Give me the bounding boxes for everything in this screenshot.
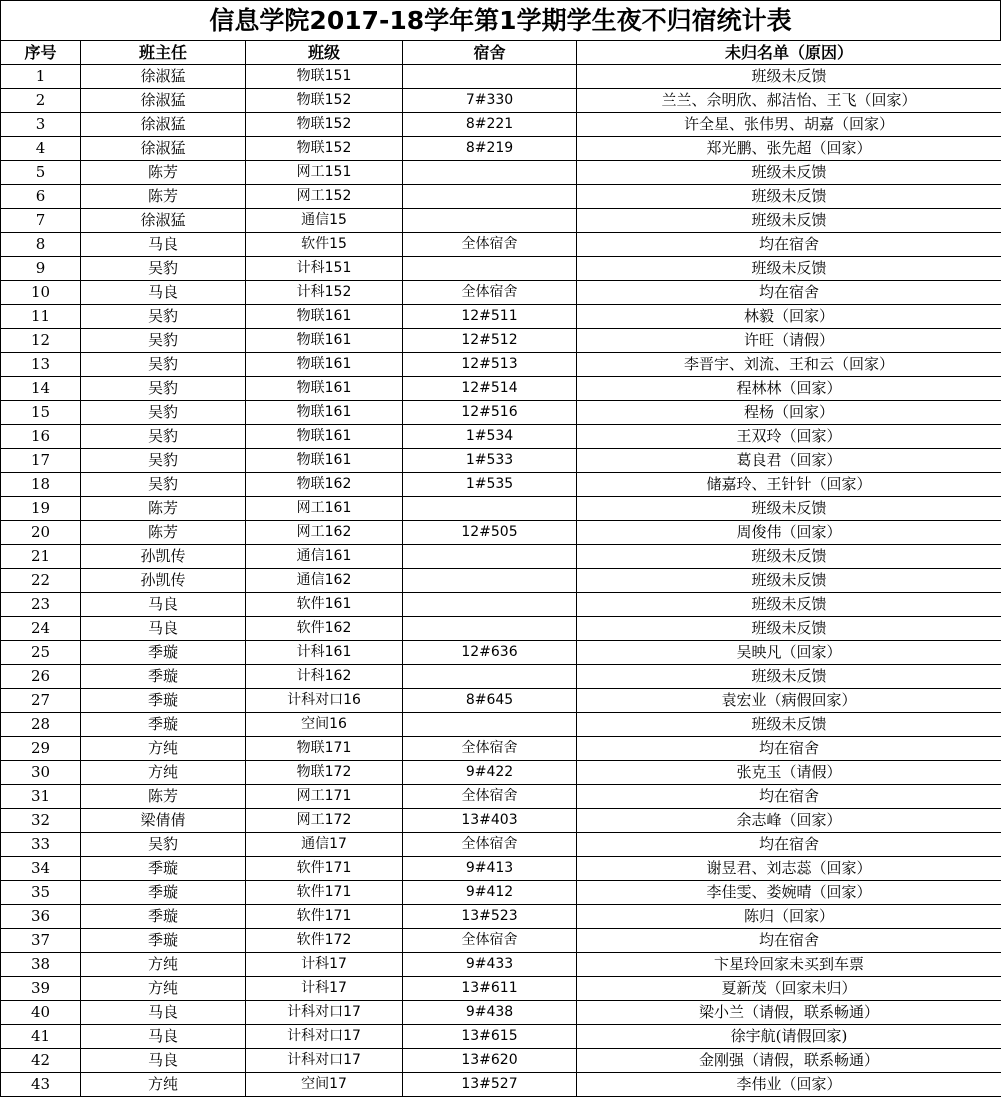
dorm-cell: 全体宿舍 [403, 929, 577, 953]
class-cell: 物联172 [246, 761, 403, 785]
dorm-cell [403, 185, 577, 209]
dorm-cell: 1#535 [403, 473, 577, 497]
teacher-cell: 季璇 [81, 689, 246, 713]
row-index: 41 [1, 1025, 81, 1049]
row-index: 7 [1, 209, 81, 233]
table-row [1, 1073, 1001, 1097]
row-index: 12 [1, 329, 81, 353]
teacher-cell: 吴豹 [81, 377, 246, 401]
teacher-cell: 马良 [81, 1025, 246, 1049]
absent-list-cell: 许旺（请假） [577, 329, 1001, 353]
dorm-cell [403, 545, 577, 569]
absent-list-cell: 谢昱君、刘志蕊（回家） [577, 857, 1001, 881]
table-row [1, 977, 1001, 1001]
dorm-cell [403, 617, 577, 641]
sheet-title: 信息学院2017-18学年第1学期学生夜不归宿统计表 [0, 0, 1001, 40]
class-cell: 计科152 [246, 281, 403, 305]
table-row [1, 809, 1001, 833]
table-row [1, 377, 1001, 401]
table-body [1, 65, 1001, 1097]
table-row [1, 857, 1001, 881]
dorm-cell: 9#433 [403, 953, 577, 977]
table-row [1, 353, 1001, 377]
row-index: 21 [1, 545, 81, 569]
table-row [1, 689, 1001, 713]
table-row [1, 761, 1001, 785]
dorm-cell: 12#636 [403, 641, 577, 665]
absent-list-cell: 余志峰（回家） [577, 809, 1001, 833]
class-cell: 通信162 [246, 569, 403, 593]
class-cell: 物联161 [246, 353, 403, 377]
dorm-cell: 12#512 [403, 329, 577, 353]
class-cell: 网工161 [246, 497, 403, 521]
table-row [1, 905, 1001, 929]
table-row [1, 473, 1001, 497]
class-cell: 软件162 [246, 617, 403, 641]
teacher-cell: 季璇 [81, 665, 246, 689]
absent-list-cell: 班级未反馈 [577, 713, 1001, 737]
row-index: 28 [1, 713, 81, 737]
table-row [1, 665, 1001, 689]
teacher-cell: 徐淑猛 [81, 65, 246, 89]
row-index: 25 [1, 641, 81, 665]
table-row [1, 1049, 1001, 1073]
teacher-cell: 方纯 [81, 977, 246, 1001]
row-index: 35 [1, 881, 81, 905]
absent-list-cell: 均在宿舍 [577, 833, 1001, 857]
table-row [1, 89, 1001, 113]
dorm-cell: 9#413 [403, 857, 577, 881]
teacher-cell: 季璇 [81, 713, 246, 737]
absent-list-cell: 班级未反馈 [577, 593, 1001, 617]
dorm-cell: 13#611 [403, 977, 577, 1001]
absent-list-cell: 班级未反馈 [577, 65, 1001, 89]
dorm-cell [403, 593, 577, 617]
table-row [1, 569, 1001, 593]
class-cell: 计科对口17 [246, 1025, 403, 1049]
table-row [1, 329, 1001, 353]
teacher-cell: 方纯 [81, 953, 246, 977]
absent-list-cell: 林毅（回家） [577, 305, 1001, 329]
dorm-cell [403, 65, 577, 89]
absent-list-cell: 均在宿舍 [577, 929, 1001, 953]
class-cell: 软件171 [246, 881, 403, 905]
row-index: 13 [1, 353, 81, 377]
row-index: 11 [1, 305, 81, 329]
class-cell: 网工171 [246, 785, 403, 809]
row-index: 15 [1, 401, 81, 425]
row-index: 9 [1, 257, 81, 281]
class-cell: 计科17 [246, 977, 403, 1001]
teacher-cell: 马良 [81, 1001, 246, 1025]
teacher-cell: 吴豹 [81, 833, 246, 857]
teacher-cell: 徐淑猛 [81, 89, 246, 113]
class-cell: 软件15 [246, 233, 403, 257]
absent-list-cell: 王双玲（回家） [577, 425, 1001, 449]
absent-list-cell: 班级未反馈 [577, 185, 1001, 209]
dorm-cell: 12#505 [403, 521, 577, 545]
teacher-cell: 方纯 [81, 1073, 246, 1097]
table-row [1, 497, 1001, 521]
dorm-cell: 全体宿舍 [403, 785, 577, 809]
table-row [1, 233, 1001, 257]
table-row [1, 521, 1001, 545]
row-index: 23 [1, 593, 81, 617]
row-index: 6 [1, 185, 81, 209]
class-cell: 物联161 [246, 377, 403, 401]
absent-list-cell: 徐宇航(请假回家) [577, 1025, 1001, 1049]
row-index: 30 [1, 761, 81, 785]
teacher-cell: 孙凯传 [81, 545, 246, 569]
teacher-cell: 吴豹 [81, 257, 246, 281]
row-index: 34 [1, 857, 81, 881]
absent-list-cell: 周俊伟（回家） [577, 521, 1001, 545]
table-row [1, 113, 1001, 137]
class-cell: 计科对口17 [246, 1001, 403, 1025]
dorm-cell: 1#533 [403, 449, 577, 473]
row-index: 20 [1, 521, 81, 545]
table-row [1, 209, 1001, 233]
teacher-cell: 马良 [81, 233, 246, 257]
absent-list-cell: 郑光鹏、张先超（回家） [577, 137, 1001, 161]
header-absent-list: 未归名单（原因） [577, 41, 1001, 65]
absent-list-cell: 李佳雯、娄婉晴（回家） [577, 881, 1001, 905]
row-index: 4 [1, 137, 81, 161]
dorm-cell: 全体宿舍 [403, 281, 577, 305]
teacher-cell: 吴豹 [81, 329, 246, 353]
absent-list-cell: 班级未反馈 [577, 617, 1001, 641]
table-row [1, 617, 1001, 641]
teacher-cell: 陈芳 [81, 785, 246, 809]
dorm-cell: 7#330 [403, 89, 577, 113]
class-cell: 软件161 [246, 593, 403, 617]
row-index: 5 [1, 161, 81, 185]
table-row [1, 641, 1001, 665]
teacher-cell: 徐淑猛 [81, 209, 246, 233]
teacher-cell: 徐淑猛 [81, 137, 246, 161]
dorm-cell [403, 257, 577, 281]
table-row [1, 1001, 1001, 1025]
teacher-cell: 陈芳 [81, 497, 246, 521]
teacher-cell: 方纯 [81, 737, 246, 761]
row-index: 29 [1, 737, 81, 761]
row-index: 16 [1, 425, 81, 449]
dorm-cell: 12#511 [403, 305, 577, 329]
class-cell: 物联151 [246, 65, 403, 89]
absent-list-cell: 储嘉玲、王针针（回家） [577, 473, 1001, 497]
dorm-cell: 全体宿舍 [403, 233, 577, 257]
row-index: 27 [1, 689, 81, 713]
absent-list-cell: 均在宿舍 [577, 233, 1001, 257]
table-row [1, 257, 1001, 281]
class-cell: 软件172 [246, 929, 403, 953]
teacher-cell: 梁倩倩 [81, 809, 246, 833]
class-cell: 物联152 [246, 89, 403, 113]
dorm-cell: 12#514 [403, 377, 577, 401]
absent-list-cell: 梁小兰（请假，联系畅通） [577, 1001, 1001, 1025]
teacher-cell: 季璇 [81, 857, 246, 881]
row-index: 38 [1, 953, 81, 977]
teacher-cell: 季璇 [81, 881, 246, 905]
row-index: 2 [1, 89, 81, 113]
class-cell: 物联152 [246, 137, 403, 161]
teacher-cell: 马良 [81, 281, 246, 305]
dorm-cell: 12#513 [403, 353, 577, 377]
dorm-cell: 9#438 [403, 1001, 577, 1025]
table-row [1, 281, 1001, 305]
row-index: 33 [1, 833, 81, 857]
absent-list-cell: 金刚强（请假，联系畅通） [577, 1049, 1001, 1073]
dorm-cell [403, 569, 577, 593]
header-index: 序号 [1, 41, 81, 65]
dorm-cell [403, 497, 577, 521]
header-dorm: 宿舍 [403, 41, 577, 65]
absent-list-cell: 兰兰、佘明欣、郝洁怡、王飞（回家） [577, 89, 1001, 113]
table-row [1, 185, 1001, 209]
absent-list-cell: 卞星玲回家未买到车票 [577, 953, 1001, 977]
dorm-cell: 13#403 [403, 809, 577, 833]
class-cell: 计科161 [246, 641, 403, 665]
table-row [1, 161, 1001, 185]
teacher-cell: 季璇 [81, 929, 246, 953]
table-row [1, 545, 1001, 569]
class-cell: 网工172 [246, 809, 403, 833]
absent-list-cell: 许全星、张伟男、胡嘉（回家） [577, 113, 1001, 137]
row-index: 40 [1, 1001, 81, 1025]
class-cell: 物联161 [246, 401, 403, 425]
dorm-cell: 13#620 [403, 1049, 577, 1073]
table-row [1, 881, 1001, 905]
teacher-cell: 季璇 [81, 905, 246, 929]
table-row [1, 1025, 1001, 1049]
header-teacher: 班主任 [81, 41, 246, 65]
class-cell: 物联161 [246, 449, 403, 473]
row-index: 8 [1, 233, 81, 257]
class-cell: 通信161 [246, 545, 403, 569]
row-index: 17 [1, 449, 81, 473]
row-index: 24 [1, 617, 81, 641]
class-cell: 软件171 [246, 857, 403, 881]
header-class: 班级 [246, 41, 403, 65]
row-index: 22 [1, 569, 81, 593]
absent-list-cell: 李伟业（回家） [577, 1073, 1001, 1097]
teacher-cell: 吴豹 [81, 449, 246, 473]
teacher-cell: 吴豹 [81, 305, 246, 329]
teacher-cell: 季璇 [81, 641, 246, 665]
absent-list-cell: 程林林（回家） [577, 377, 1001, 401]
absent-list-cell: 陈归（回家） [577, 905, 1001, 929]
dorm-cell: 8#221 [403, 113, 577, 137]
table-row [1, 785, 1001, 809]
absent-list-cell: 均在宿舍 [577, 281, 1001, 305]
row-index: 26 [1, 665, 81, 689]
teacher-cell: 徐淑猛 [81, 113, 246, 137]
absent-list-cell: 班级未反馈 [577, 497, 1001, 521]
row-index: 43 [1, 1073, 81, 1097]
table-row [1, 929, 1001, 953]
absent-list-cell: 班级未反馈 [577, 209, 1001, 233]
class-cell: 物联161 [246, 425, 403, 449]
class-cell: 计科151 [246, 257, 403, 281]
table-row [1, 65, 1001, 89]
table-row [1, 713, 1001, 737]
dorm-cell: 13#615 [403, 1025, 577, 1049]
row-index: 19 [1, 497, 81, 521]
dorm-cell: 8#219 [403, 137, 577, 161]
row-index: 31 [1, 785, 81, 809]
absent-list-cell: 班级未反馈 [577, 665, 1001, 689]
table-row [1, 137, 1001, 161]
teacher-cell: 吴豹 [81, 353, 246, 377]
table-row [1, 449, 1001, 473]
table-row [1, 401, 1001, 425]
class-cell: 物联162 [246, 473, 403, 497]
teacher-cell: 孙凯传 [81, 569, 246, 593]
teacher-cell: 马良 [81, 617, 246, 641]
absent-list-cell: 张克玉（请假） [577, 761, 1001, 785]
statistics-table [0, 40, 1001, 1097]
teacher-cell: 吴豹 [81, 401, 246, 425]
row-index: 1 [1, 65, 81, 89]
row-index: 42 [1, 1049, 81, 1073]
class-cell: 计科162 [246, 665, 403, 689]
absent-list-cell: 程杨（回家） [577, 401, 1001, 425]
absent-list-cell: 班级未反馈 [577, 257, 1001, 281]
absent-list-cell: 吴映凡（回家） [577, 641, 1001, 665]
table-row [1, 953, 1001, 977]
class-cell: 计科对口16 [246, 689, 403, 713]
dorm-cell: 12#516 [403, 401, 577, 425]
absent-list-cell: 李晋宇、刘流、王和云（回家） [577, 353, 1001, 377]
teacher-cell: 马良 [81, 1049, 246, 1073]
class-cell: 物联171 [246, 737, 403, 761]
teacher-cell: 吴豹 [81, 473, 246, 497]
class-cell: 空间16 [246, 713, 403, 737]
class-cell: 物联161 [246, 329, 403, 353]
absent-list-cell: 葛良君（回家） [577, 449, 1001, 473]
absent-list-cell: 班级未反馈 [577, 569, 1001, 593]
teacher-cell: 方纯 [81, 761, 246, 785]
teacher-cell: 陈芳 [81, 185, 246, 209]
dorm-cell [403, 209, 577, 233]
absent-list-cell: 班级未反馈 [577, 545, 1001, 569]
dorm-cell: 9#412 [403, 881, 577, 905]
dorm-cell [403, 713, 577, 737]
class-cell: 物联152 [246, 113, 403, 137]
row-index: 39 [1, 977, 81, 1001]
row-index: 14 [1, 377, 81, 401]
dorm-cell: 13#527 [403, 1073, 577, 1097]
dorm-cell: 1#534 [403, 425, 577, 449]
dorm-cell: 9#422 [403, 761, 577, 785]
row-index: 10 [1, 281, 81, 305]
table-row [1, 737, 1001, 761]
table-row [1, 833, 1001, 857]
table-row [1, 425, 1001, 449]
table-row [1, 305, 1001, 329]
class-cell: 软件171 [246, 905, 403, 929]
absent-list-cell: 袁宏业（病假回家） [577, 689, 1001, 713]
row-index: 36 [1, 905, 81, 929]
row-index: 37 [1, 929, 81, 953]
teacher-cell: 吴豹 [81, 425, 246, 449]
teacher-cell: 陈芳 [81, 521, 246, 545]
class-cell: 物联161 [246, 305, 403, 329]
dorm-cell: 13#523 [403, 905, 577, 929]
absent-list-cell: 班级未反馈 [577, 161, 1001, 185]
absent-list-cell: 均在宿舍 [577, 785, 1001, 809]
class-cell: 空间17 [246, 1073, 403, 1097]
absent-list-cell: 均在宿舍 [577, 737, 1001, 761]
dorm-cell [403, 161, 577, 185]
class-cell: 计科对口17 [246, 1049, 403, 1073]
header-row [1, 41, 1001, 65]
dorm-cell: 全体宿舍 [403, 833, 577, 857]
class-cell: 计科17 [246, 953, 403, 977]
table-row [1, 593, 1001, 617]
row-index: 18 [1, 473, 81, 497]
class-cell: 网工151 [246, 161, 403, 185]
class-cell: 通信15 [246, 209, 403, 233]
teacher-cell: 马良 [81, 593, 246, 617]
class-cell: 网工152 [246, 185, 403, 209]
row-index: 32 [1, 809, 81, 833]
absent-list-cell: 夏新茂（回家未归） [577, 977, 1001, 1001]
class-cell: 网工162 [246, 521, 403, 545]
dorm-cell [403, 665, 577, 689]
dorm-cell: 8#645 [403, 689, 577, 713]
dorm-cell: 全体宿舍 [403, 737, 577, 761]
class-cell: 通信17 [246, 833, 403, 857]
teacher-cell: 陈芳 [81, 161, 246, 185]
row-index: 3 [1, 113, 81, 137]
